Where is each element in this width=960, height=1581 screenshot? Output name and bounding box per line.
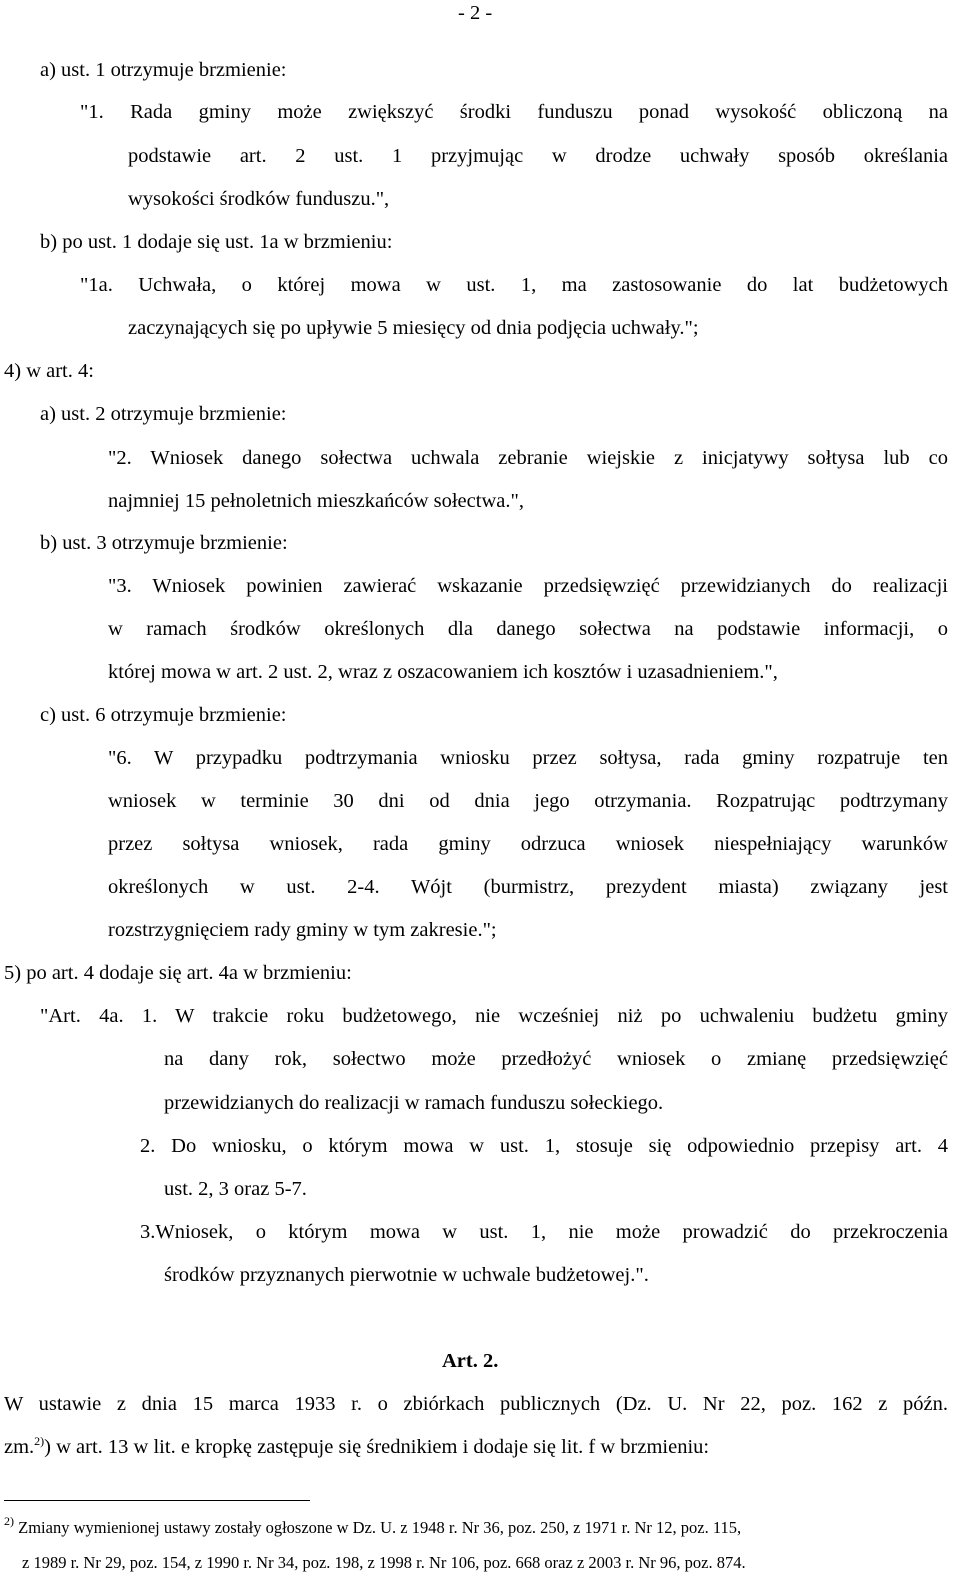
- text-line: "1a. Uchwała, o której mowa w ust. 1, ma zastosowanie do lat budżetowych: [80, 274, 948, 296]
- footnote-divider: [4, 1500, 310, 1501]
- text-line: ust. 2, 3 oraz 5-7.: [164, 1178, 307, 1200]
- text-line: w ramach środków określonych dla danego sołectwa na podstawie informacji, o: [108, 618, 948, 640]
- text-line: 5) po art. 4 dodaje się art. 4a w brzmieniu:: [4, 962, 352, 984]
- text-line: podstawie art. 2 ust. 1 przyjmując w drodze uchwały sposób określania: [128, 145, 948, 167]
- text-line: "1. Rada gminy może zwiększyć środki funduszu ponad wysokość obliczoną na: [80, 101, 948, 123]
- text-fragment: ) w art. 13 w lit. e kropkę zastępuje się średnikiem i dodaje się lit. f w brzmieniu:: [44, 1436, 710, 1458]
- text-line: b) po ust. 1 dodaje się ust. 1a w brzmieniu:: [40, 231, 393, 253]
- text-line: a) ust. 1 otrzymuje brzmienie:: [40, 59, 287, 81]
- text-line-with-footnote-ref: [4, 1434, 710, 1458]
- footnote: [4, 1514, 742, 1537]
- text-line: c) ust. 6 otrzymuje brzmienie:: [40, 704, 287, 726]
- article-heading: Art. 2.: [442, 1350, 499, 1372]
- text-line: "2. Wniosek danego sołectwa uchwala zebranie wiejskie z inicjatywy sołtysa lub co: [108, 447, 948, 469]
- text-line: b) ust. 3 otrzymuje brzmienie:: [40, 532, 288, 554]
- text-line: "3. Wniosek powinien zawierać wskazanie przedsięwzięć przewidzianych do realizacji: [108, 575, 948, 597]
- text-line: przez sołtysa wniosek, rada gminy odrzuca wniosek niespełniający warunków: [108, 833, 948, 855]
- footnote-reference: 2): [34, 1434, 45, 1448]
- text-line: "Art. 4a. 1. W trakcie roku budżetowego, nie wcześniej niż po uchwaleniu budżetu gminy: [40, 1005, 948, 1027]
- text-line: zaczynających się po upływie 5 miesięcy od dnia podjęcia uchwały.";: [128, 317, 699, 339]
- text-line: na dany rok, sołectwo może przedłożyć wniosek o zmianę przedsięwzięć: [164, 1048, 948, 1070]
- text-line: środków przyznanych pierwotnie w uchwale budżetowej.".: [164, 1264, 649, 1286]
- text-line: wysokości środków funduszu.",: [128, 188, 390, 210]
- text-fragment: zm.: [4, 1436, 35, 1458]
- text-line: 2. Do wniosku, o którym mowa w ust. 1, stosuje się odpowiednio przepisy art. 4: [140, 1135, 948, 1157]
- footnote-text: Zmiany wymienionej ustawy zostały ogłoszone w Dz. U. z 1948 r. Nr 36, poz. 250, z 1971 r. Nr 12, poz. 115,: [18, 1518, 742, 1537]
- text-line: "6. W przypadku podtrzymania wniosku przez sołtysa, rada gminy rozpatruje ten: [108, 747, 948, 769]
- text-line: określonych w ust. 2-4. Wójt (burmistrz, prezydent miasta) związany jest: [108, 876, 948, 898]
- footnote-text: z 1989 r. Nr 29, poz. 154, z 1990 r. Nr 34, poz. 198, z 1998 r. Nr 106, poz. 668 oraz z 2003 r. Nr 96, poz. 874.: [22, 1553, 746, 1572]
- text-line: W ustawie z dnia 15 marca 1933 r. o zbiórkach publicznych (Dz. U. Nr 22, poz. 162 z późn.: [4, 1393, 948, 1415]
- text-line: 3.Wniosek, o którym mowa w ust. 1, nie może prowadzić do przekroczenia: [140, 1221, 948, 1243]
- text-line: rozstrzygnięciem rady gminy w tym zakresie.";: [108, 919, 497, 941]
- text-line: 4) w art. 4:: [4, 360, 94, 382]
- footnote-marker: 2): [4, 1514, 14, 1528]
- text-line: najmniej 15 pełnoletnich mieszkańców sołectwa.",: [108, 490, 524, 512]
- text-line: wniosek w terminie 30 dni od dnia jego otrzymania. Rozpatrując podtrzymany: [108, 790, 948, 812]
- page-number: - 2 -: [458, 2, 493, 24]
- text-line: a) ust. 2 otrzymuje brzmienie:: [40, 403, 287, 425]
- text-line: której mowa w art. 2 ust. 2, wraz z oszacowaniem ich kosztów i uzasadnieniem.",: [108, 661, 778, 683]
- text-line: przewidzianych do realizacji w ramach funduszu sołeckiego.: [164, 1092, 664, 1114]
